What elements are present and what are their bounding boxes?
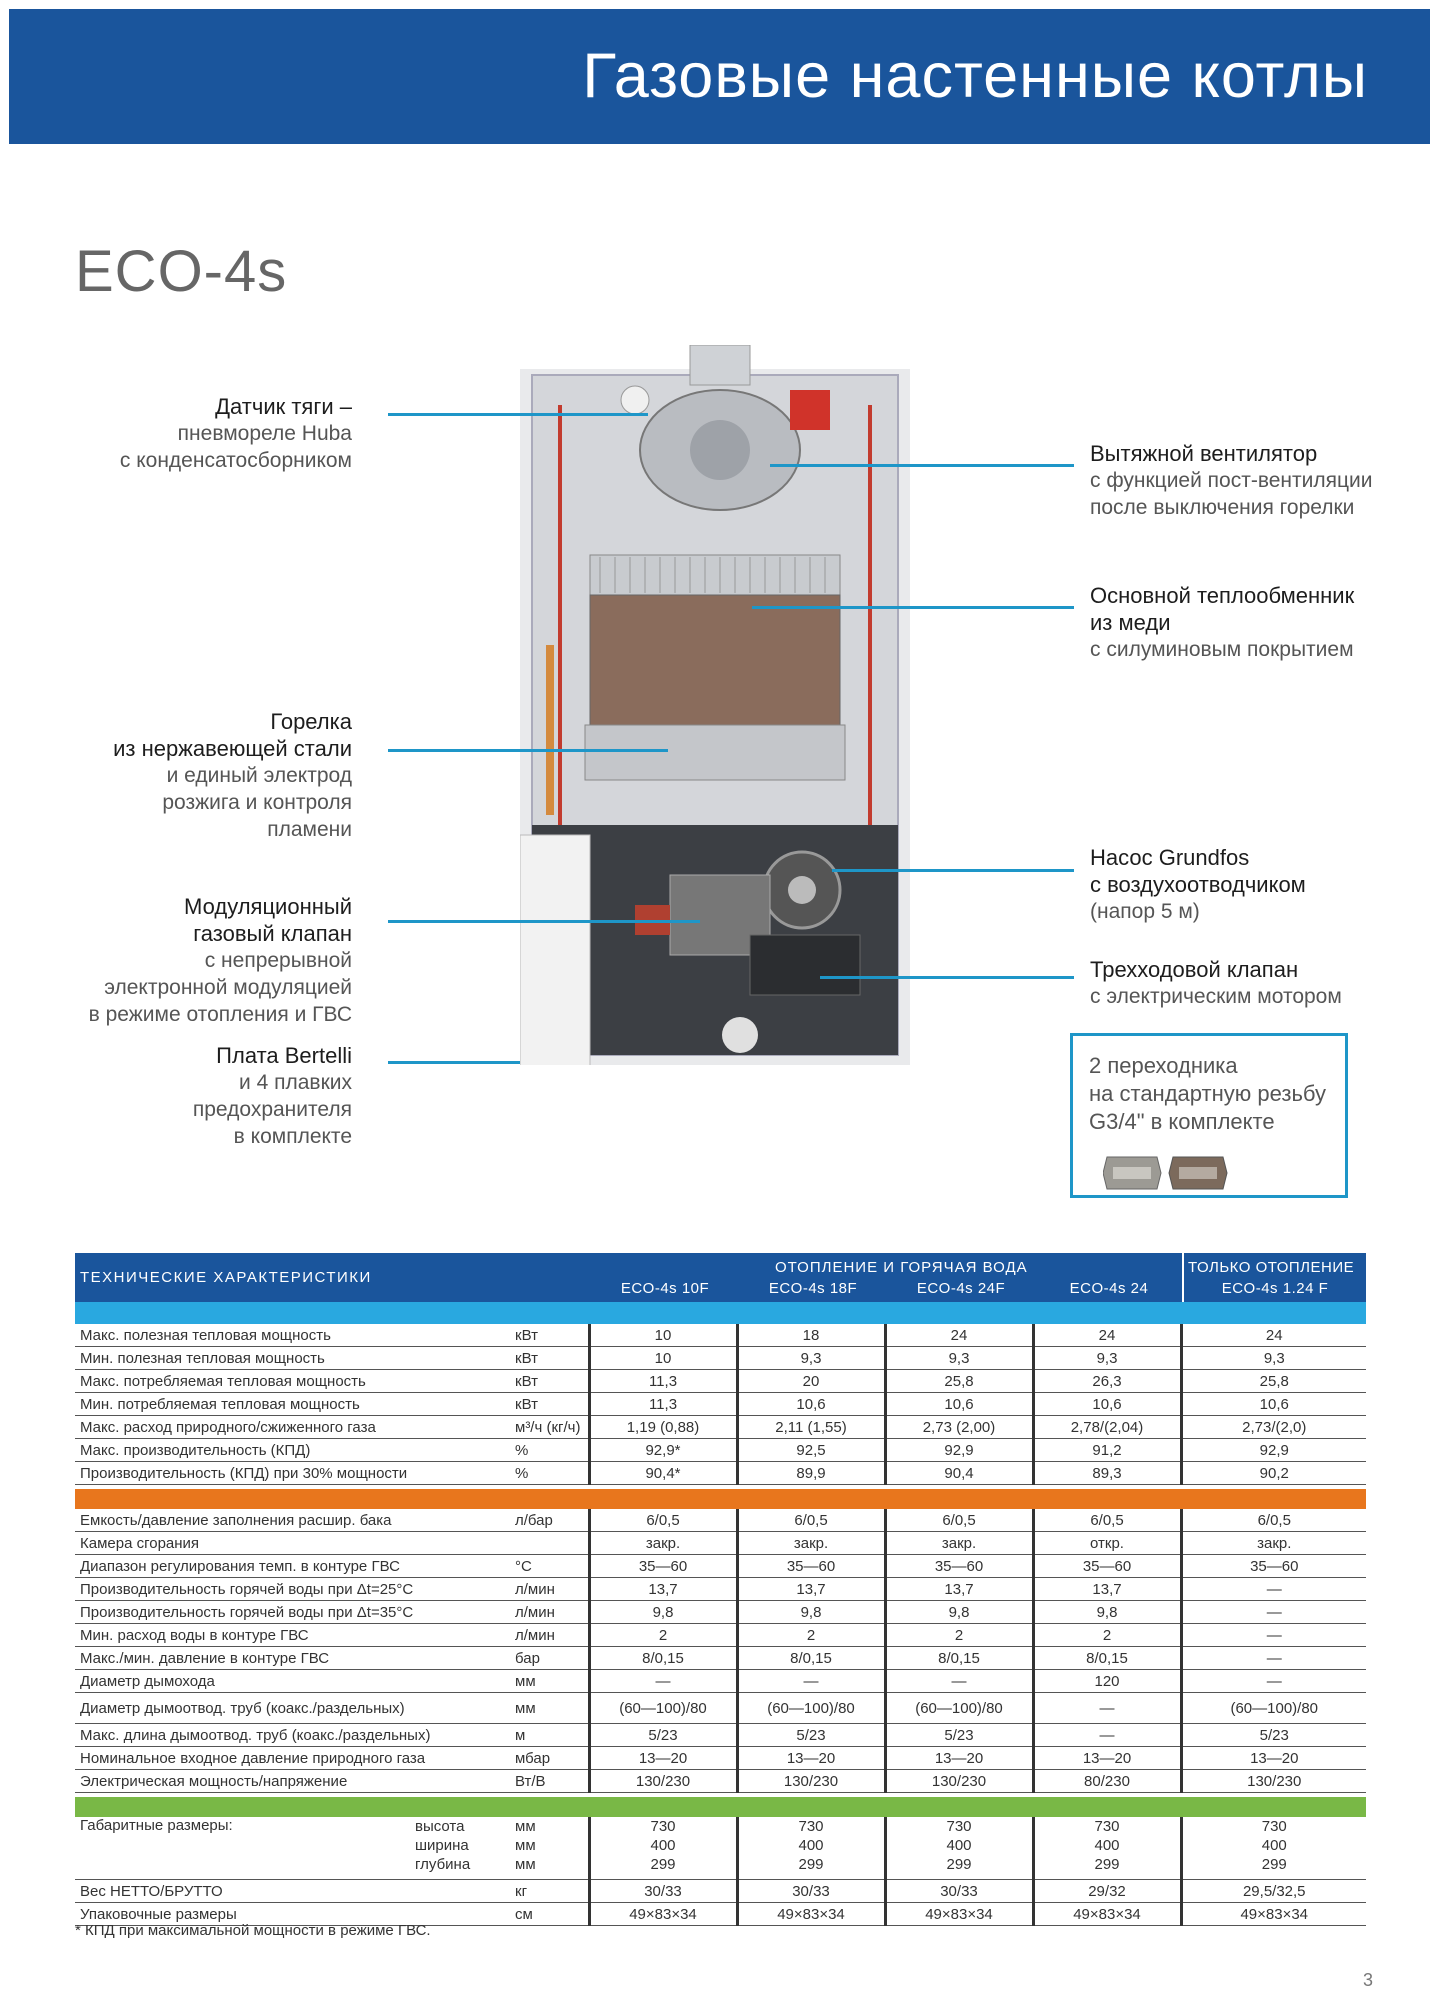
row-value: 90,2	[1181, 1462, 1366, 1485]
row-label: Производительность горячей воды при Δt=35°C	[75, 1601, 515, 1624]
row-label: Мин. потребляемая тепловая мощность	[75, 1393, 515, 1416]
footnote: * КПД при максимальной мощности в режиме ГВС.	[75, 1922, 431, 1939]
row-value: (60—100)/80	[589, 1693, 737, 1724]
callout-line: Датчик тяги –	[215, 394, 352, 419]
row-label: Габаритные размеры:	[75, 1817, 415, 1880]
row-label: Емкость/давление заполнения расшир. бака	[75, 1509, 515, 1532]
page-number: 3	[1362, 1970, 1373, 1990]
callout-heat-exchanger	[1090, 582, 1354, 663]
row-value: 25,8	[885, 1370, 1033, 1393]
row-value: 1,19 (0,88)	[589, 1416, 737, 1439]
row-value: 9,3	[1181, 1347, 1366, 1370]
callout-leader-line	[820, 976, 1074, 979]
callout-leader-line	[832, 869, 1074, 872]
model-title: ECO-4s	[75, 239, 288, 304]
row-value: 299	[946, 1856, 972, 1873]
callout-line: в режиме отопления и ГВС	[88, 1003, 352, 1026]
row-value: 299	[1094, 1856, 1120, 1873]
callout-pump	[1090, 844, 1306, 925]
callout-line: пламени	[267, 818, 352, 841]
table-row	[75, 1724, 1366, 1747]
row-value: 29/32	[1033, 1880, 1181, 1903]
row-value: 90,4*	[589, 1462, 737, 1485]
row-value: 35—60	[885, 1555, 1033, 1578]
row-value: 5/23	[589, 1724, 737, 1747]
row-value: —	[1181, 1578, 1366, 1601]
adapters-line: G3/4" в комплекте	[1089, 1109, 1275, 1134]
dimension-values	[589, 1817, 737, 1880]
row-label: Номинальное входное давление природного газа	[75, 1747, 515, 1770]
row-value: 8/0,15	[885, 1647, 1033, 1670]
section-band-green	[75, 1797, 1366, 1817]
row-value: —	[1181, 1624, 1366, 1647]
row-label: Макс. полезная тепловая мощность	[75, 1324, 515, 1347]
row-value: 730	[1261, 1818, 1287, 1835]
row-label: Производительность горячей воды при Δt=25°C	[75, 1578, 515, 1601]
spec-section-dimensions	[75, 1817, 1366, 1926]
callout-line: (напор 5 м)	[1090, 900, 1200, 923]
callout-line: розжига и контроля	[162, 791, 352, 814]
row-value: 400	[650, 1837, 676, 1854]
table-row	[75, 1393, 1366, 1416]
row-unit: кВт	[515, 1370, 589, 1393]
row-value: 30/33	[589, 1880, 737, 1903]
row-value: закр.	[737, 1532, 885, 1555]
callout-three-way-valve	[1090, 956, 1342, 1010]
row-value: 91,2	[1033, 1439, 1181, 1462]
row-value: 89,9	[737, 1462, 885, 1485]
adapter-fittings-icon	[1103, 1151, 1243, 1195]
row-value: 35—60	[1033, 1555, 1181, 1578]
row-unit: мм	[515, 1818, 536, 1835]
row-unit: л/мин	[515, 1624, 589, 1647]
row-value: 299	[650, 1856, 676, 1873]
row-value: 2	[885, 1624, 1033, 1647]
row-value: 6/0,5	[589, 1509, 737, 1532]
section-band-cyan	[75, 1302, 1366, 1324]
row-value: 30/33	[885, 1880, 1033, 1903]
table-row	[75, 1817, 1366, 1880]
row-value: 11,3	[589, 1393, 737, 1416]
callout-line: Трехходовой клапан	[1090, 957, 1299, 982]
dimension-sublabels	[415, 1817, 515, 1880]
row-value: закр.	[589, 1532, 737, 1555]
spec-table-header	[75, 1253, 1366, 1302]
row-value: 730	[650, 1818, 676, 1835]
row-unit: см	[515, 1903, 589, 1926]
row-value: 9,3	[1033, 1347, 1181, 1370]
callout-gas-valve	[89, 893, 352, 1028]
row-value: 6/0,5	[737, 1509, 885, 1532]
model-column-header: ECO-4s 1.24 F	[1221, 1280, 1329, 1297]
spec-table	[75, 1253, 1366, 1926]
callout-line: с непрерывной	[204, 949, 352, 972]
row-value: 5/23	[1181, 1724, 1366, 1747]
row-value: 9,3	[885, 1347, 1033, 1370]
table-row	[75, 1324, 1366, 1347]
row-value: —	[1181, 1647, 1366, 1670]
model-column-header: ECO-4s 24F	[916, 1280, 1006, 1297]
row-unit: л/мин	[515, 1578, 589, 1601]
row-value: —	[885, 1670, 1033, 1693]
row-value: (60—100)/80	[737, 1693, 885, 1724]
row-unit: °С	[515, 1555, 589, 1578]
callout-line: из нержавеющей стали	[113, 736, 352, 761]
row-value: 13,7	[737, 1578, 885, 1601]
table-row	[75, 1770, 1366, 1793]
boiler-illustration	[520, 345, 910, 1065]
row-value: —	[589, 1670, 737, 1693]
callout-line: Насос Grundfos	[1090, 845, 1250, 870]
row-unit: л/бар	[515, 1509, 589, 1532]
row-value: 24	[1181, 1324, 1366, 1347]
row-label: Макс. потребляемая тепловая мощность	[75, 1370, 515, 1393]
row-value: 90,4	[885, 1462, 1033, 1485]
callout-line: пневмореле Huba	[177, 422, 352, 445]
row-value: 35—60	[1181, 1555, 1366, 1578]
row-label: Диаметр дымохода	[75, 1670, 515, 1693]
row-value: закр.	[885, 1532, 1033, 1555]
callout-line: в комплекте	[233, 1125, 352, 1148]
callout-draft-sensor	[120, 393, 352, 474]
table-row	[75, 1647, 1366, 1670]
dimension-values	[737, 1817, 885, 1880]
row-value: 49×83×34	[589, 1903, 737, 1926]
row-value: 120	[1033, 1670, 1181, 1693]
row-value: 8/0,15	[589, 1647, 737, 1670]
row-unit: мм	[515, 1670, 589, 1693]
row-value: 20	[737, 1370, 885, 1393]
row-value: 49×83×34	[885, 1903, 1033, 1926]
row-value: 730	[946, 1818, 972, 1835]
row-value: 400	[798, 1837, 824, 1854]
row-value: 92,9*	[589, 1439, 737, 1462]
row-label: Мин. расход воды в контуре ГВС	[75, 1624, 515, 1647]
row-value: 2,73 (2,00)	[885, 1416, 1033, 1439]
table-row	[75, 1670, 1366, 1693]
row-label: Макс./мин. давление в контуре ГВС	[75, 1647, 515, 1670]
row-value: 5/23	[885, 1724, 1033, 1747]
row-value: 13,7	[589, 1578, 737, 1601]
callout-leader-line	[388, 413, 648, 416]
dimension-sublabel: высота	[415, 1818, 465, 1835]
callout-line: и 4 плавких	[239, 1071, 352, 1094]
row-value: 2,78/(2,04)	[1033, 1416, 1181, 1439]
row-value: 10,6	[1033, 1393, 1181, 1416]
row-label: Диапазон регулирования темп. в контуре ГВС	[75, 1555, 515, 1578]
table-row	[75, 1601, 1366, 1624]
dimension-values	[885, 1817, 1033, 1880]
row-value: 6/0,5	[1181, 1509, 1366, 1532]
row-value: 13,7	[1033, 1578, 1181, 1601]
callout-leader-line	[752, 606, 1074, 609]
dimension-values	[1033, 1817, 1181, 1880]
row-value: 13—20	[885, 1747, 1033, 1770]
row-value: 9,8	[885, 1601, 1033, 1624]
row-value: 24	[1033, 1324, 1181, 1347]
row-value: 5/23	[737, 1724, 885, 1747]
group-heating-only: ТОЛЬКО ОТОПЛЕНИЕ	[1188, 1259, 1355, 1276]
table-row	[75, 1370, 1366, 1393]
row-value: 92,9	[885, 1439, 1033, 1462]
spec-header-label: ТЕХНИЧЕСКИЕ ХАРАКТЕРИСТИКИ	[80, 1269, 372, 1286]
table-row	[75, 1578, 1366, 1601]
table-row	[75, 1462, 1366, 1485]
row-value: 11,3	[589, 1370, 737, 1393]
row-value: 6/0,5	[1033, 1509, 1181, 1532]
callout-line: Вытяжной вентилятор	[1090, 441, 1318, 466]
row-value: —	[1181, 1601, 1366, 1624]
row-value: 9,3	[737, 1347, 885, 1370]
row-label: Электрическая мощность/напряжение	[75, 1770, 515, 1793]
adapters-text	[1089, 1052, 1326, 1136]
row-unit: кг	[515, 1880, 589, 1903]
row-value: закр.	[1181, 1532, 1366, 1555]
callout-line: с функцией пост-вентиляции	[1090, 469, 1373, 492]
row-unit	[515, 1532, 589, 1555]
row-value: 299	[798, 1856, 824, 1873]
table-row	[75, 1880, 1366, 1903]
row-value: 92,9	[1181, 1439, 1366, 1462]
row-value: 2	[1033, 1624, 1181, 1647]
callout-line: Модуляционный	[184, 894, 352, 919]
callout-line: с воздухоотводчиком	[1090, 872, 1306, 897]
row-value: 400	[1094, 1837, 1120, 1854]
row-value: 10,6	[1181, 1393, 1366, 1416]
row-value: (60—100)/80	[885, 1693, 1033, 1724]
table-row	[75, 1555, 1366, 1578]
row-value: —	[737, 1670, 885, 1693]
row-value: 13—20	[1181, 1747, 1366, 1770]
row-value: 13—20	[1033, 1747, 1181, 1770]
row-value: 130/230	[885, 1770, 1033, 1793]
row-value: 6/0,5	[885, 1509, 1033, 1532]
row-value: 10,6	[885, 1393, 1033, 1416]
row-value: (60—100)/80	[1181, 1693, 1366, 1724]
row-value: 9,8	[589, 1601, 737, 1624]
row-value: 400	[946, 1837, 972, 1854]
row-value: 24	[885, 1324, 1033, 1347]
row-value: 25,8	[1181, 1370, 1366, 1393]
table-row	[75, 1532, 1366, 1555]
row-unit: мбар	[515, 1747, 589, 1770]
row-unit: кВт	[515, 1393, 589, 1416]
callout-line: после выключения горелки	[1090, 496, 1355, 519]
row-label: Макс. длина дымоотвод. труб (коакс./раздельных)	[75, 1724, 515, 1747]
spec-section-performance	[75, 1324, 1366, 1485]
callout-line: предохранителя	[192, 1098, 352, 1121]
callout-line: Горелка	[270, 709, 352, 734]
callout-leader-line	[388, 1061, 520, 1064]
row-value: 29,5/32,5	[1181, 1880, 1366, 1903]
table-row	[75, 1624, 1366, 1647]
dimension-units	[515, 1817, 589, 1880]
row-label: Упаковочные размеры	[75, 1903, 515, 1926]
table-row	[75, 1509, 1366, 1532]
row-value: 13—20	[737, 1747, 885, 1770]
row-value: 10	[589, 1324, 737, 1347]
row-value: 26,3	[1033, 1370, 1181, 1393]
row-value: 8/0,15	[1033, 1647, 1181, 1670]
table-row	[75, 1416, 1366, 1439]
model-column-header: ECO-4s 18F	[768, 1280, 858, 1297]
row-value: 9,8	[1033, 1601, 1181, 1624]
callout-leader-line	[388, 749, 668, 752]
row-value: 10	[589, 1347, 737, 1370]
row-value: 2	[589, 1624, 737, 1647]
table-row	[75, 1747, 1366, 1770]
row-unit: кВт	[515, 1347, 589, 1370]
row-value: 10,6	[737, 1393, 885, 1416]
callout-leader-line	[388, 920, 700, 923]
row-value: 13,7	[885, 1578, 1033, 1601]
adapters-box	[1070, 1033, 1348, 1198]
row-unit: л/мин	[515, 1601, 589, 1624]
row-label: Макс. расход природного/сжиженного газа	[75, 1416, 515, 1439]
callout-line: с электрическим мотором	[1090, 985, 1342, 1008]
row-value: —	[1033, 1724, 1181, 1747]
section-band-orange	[75, 1489, 1366, 1509]
row-value: 35—60	[589, 1555, 737, 1578]
row-value: 730	[798, 1818, 824, 1835]
row-value: 2,11 (1,55)	[737, 1416, 885, 1439]
row-value: 49×83×34	[737, 1903, 885, 1926]
spec-section-hydraulics	[75, 1509, 1366, 1793]
table-row	[75, 1347, 1366, 1370]
row-value: 13—20	[589, 1747, 737, 1770]
adapters-line: 2 переходника	[1089, 1053, 1238, 1078]
row-unit: %	[515, 1462, 589, 1485]
row-value: 299	[1261, 1856, 1287, 1873]
dimension-sublabel: ширина	[415, 1837, 469, 1854]
row-value: 2,73/(2,0)	[1181, 1416, 1366, 1439]
row-label: Макс. производительность (КПД)	[75, 1439, 515, 1462]
row-unit: %	[515, 1439, 589, 1462]
row-value: 130/230	[589, 1770, 737, 1793]
callout-line: с конденсатосборником	[119, 449, 352, 472]
row-value: 730	[1094, 1818, 1120, 1835]
model-column-header: ECO-4s 10F	[620, 1280, 710, 1297]
group-heating-water: ОТОПЛЕНИЕ И ГОРЯЧАЯ ВОДА	[775, 1259, 1028, 1276]
row-unit: мм	[515, 1856, 536, 1873]
row-value: 130/230	[1181, 1770, 1366, 1793]
callout-burner	[113, 708, 352, 843]
page-header	[9, 9, 1430, 144]
row-value: 92,5	[737, 1439, 885, 1462]
row-unit: м³/ч (кг/ч)	[515, 1416, 589, 1439]
callout-exhaust-fan	[1090, 440, 1373, 521]
callout-line: Плата Bertelli	[216, 1043, 352, 1068]
row-unit: Вт/В	[515, 1770, 589, 1793]
table-row	[75, 1439, 1366, 1462]
row-value: откр.	[1033, 1532, 1181, 1555]
row-value: —	[1181, 1670, 1366, 1693]
adapters-line: на стандартную резьбу	[1089, 1081, 1327, 1106]
row-label: Камера сгорания	[75, 1532, 515, 1555]
row-value: —	[1033, 1693, 1181, 1724]
row-value: 49×83×34	[1033, 1903, 1181, 1926]
row-unit: мм	[515, 1693, 589, 1724]
row-unit: мм	[515, 1837, 536, 1854]
row-label: Вес НЕТТО/БРУТТО	[75, 1880, 515, 1903]
row-value: 35—60	[737, 1555, 885, 1578]
callout-line: из меди	[1090, 610, 1171, 635]
row-value: 30/33	[737, 1880, 885, 1903]
row-unit: бар	[515, 1647, 589, 1670]
dimension-sublabel: глубина	[415, 1856, 471, 1873]
row-value: 8/0,15	[737, 1647, 885, 1670]
row-value: 80/230	[1033, 1770, 1181, 1793]
row-value: 400	[1261, 1837, 1287, 1854]
row-value: 130/230	[737, 1770, 885, 1793]
callout-line: Основной теплообменник	[1090, 583, 1355, 608]
row-label: Диаметр дымоотвод. труб (коакс./раздельных)	[75, 1693, 515, 1724]
row-unit: м	[515, 1724, 589, 1747]
table-row	[75, 1693, 1366, 1724]
page-title: Газовые настенные котлы	[582, 41, 1368, 111]
row-value: 89,3	[1033, 1462, 1181, 1485]
callout-line: электронной модуляцией	[104, 976, 352, 999]
row-unit: кВт	[515, 1324, 589, 1347]
dimension-values	[1181, 1817, 1366, 1880]
row-value: 49×83×34	[1181, 1903, 1366, 1926]
callout-control-board	[193, 1042, 352, 1150]
row-label: Производительность (КПД) при 30% мощности	[75, 1462, 515, 1485]
callout-line: и единый электрод	[166, 764, 352, 787]
model-column-header: ECO-4s 24	[1069, 1280, 1149, 1297]
callout-line: с силуминовым покрытием	[1090, 638, 1354, 661]
callout-leader-line	[770, 464, 1074, 467]
row-value: 9,8	[737, 1601, 885, 1624]
callout-line: газовый клапан	[193, 921, 352, 946]
row-label: Мин. полезная тепловая мощность	[75, 1347, 515, 1370]
row-value: 2	[737, 1624, 885, 1647]
row-value: 18	[737, 1324, 885, 1347]
